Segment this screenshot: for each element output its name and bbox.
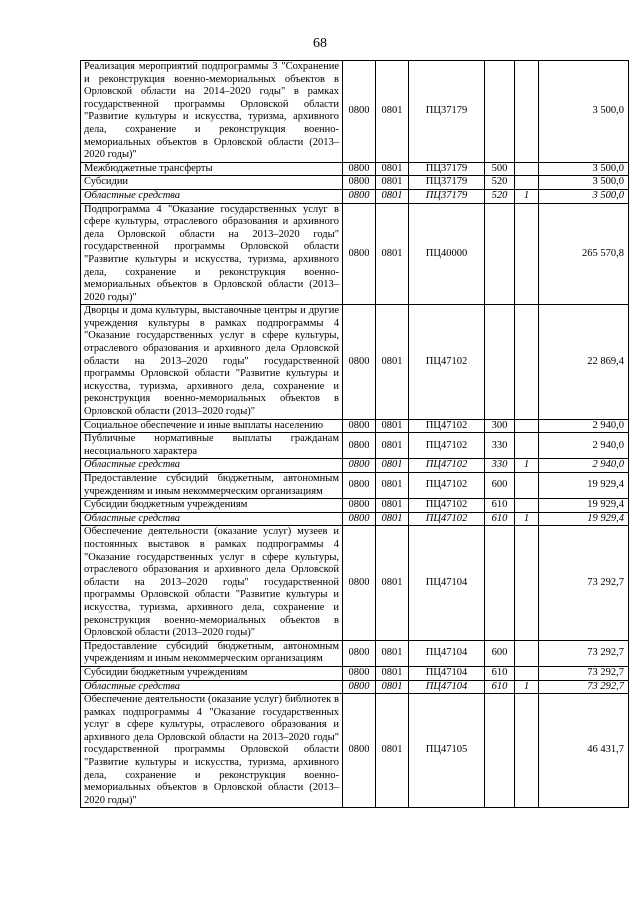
row-description: Субсидии бюджетным учреждениям [81,499,343,513]
table-row [81,419,629,433]
expense-type-code [485,203,515,305]
target-article-code: ПЦ47102 [409,419,485,433]
table-row [81,176,629,190]
amount: 2 940,0 [539,433,629,459]
target-article-code: ПЦ37179 [409,189,485,203]
subsection-code: 0801 [376,640,409,666]
subsection-code: 0801 [376,203,409,305]
expense-type-code: 330 [485,459,515,473]
expense-type-code: 330 [485,433,515,459]
table-row [81,473,629,499]
target-article-code: ПЦ37179 [409,176,485,190]
amount: 3 500,0 [539,176,629,190]
section-code: 0800 [343,666,376,680]
funding-source-code [515,433,539,459]
funding-source-code: 1 [515,189,539,203]
budget-table [80,60,629,808]
funding-source-code [515,203,539,305]
amount: 22 869,4 [539,305,629,419]
amount: 73 292,7 [539,640,629,666]
expense-type-code: 610 [485,512,515,526]
subsection-code: 0801 [376,176,409,190]
budget-table-body [81,61,629,808]
amount: 19 929,4 [539,473,629,499]
table-row [81,640,629,666]
amount: 2 940,0 [539,419,629,433]
expense-type-code: 610 [485,499,515,513]
row-description: Обеспечение деятельности (оказание услуг) библиотек в рамках подпрограммы 4 "Оказание государственных услуг в сфере культуры, отраслевого образования и архивного дела Орловской области на 2013–2020 годы" государственной программы Орловской области "Развитие культуры и искусства, туризма, архивного дела, сохранение и реконструкция военно-мемориальных объектов в Орловской области (2013–2020 годы)" [81,694,343,808]
subsection-code: 0801 [376,189,409,203]
target-article-code: ПЦ47105 [409,694,485,808]
target-article-code: ПЦ47104 [409,526,485,640]
subsection-code: 0801 [376,666,409,680]
page-number: 68 [313,36,327,51]
funding-source-code: 1 [515,680,539,694]
expense-type-code: 600 [485,640,515,666]
section-code: 0800 [343,305,376,419]
funding-source-code [515,499,539,513]
target-article-code: ПЦ47104 [409,666,485,680]
row-description: Субсидии [81,176,343,190]
target-article-code: ПЦ47102 [409,433,485,459]
section-code: 0800 [343,694,376,808]
expense-type-code: 610 [485,666,515,680]
section-code: 0800 [343,176,376,190]
amount: 73 292,7 [539,666,629,680]
funding-source-code [515,640,539,666]
target-article-code: ПЦ47102 [409,459,485,473]
funding-source-code [515,666,539,680]
table-row [81,526,629,640]
section-code: 0800 [343,640,376,666]
amount: 3 500,0 [539,61,629,163]
row-description: Областные средства [81,459,343,473]
subsection-code: 0801 [376,526,409,640]
row-description: Социальное обеспечение и иные выплаты населению [81,419,343,433]
expense-type-code [485,305,515,419]
target-article-code: ПЦ47104 [409,640,485,666]
section-code: 0800 [343,526,376,640]
funding-source-code [515,694,539,808]
row-description: Субсидии бюджетным учреждениям [81,666,343,680]
expense-type-code: 300 [485,419,515,433]
funding-source-code [515,162,539,176]
subsection-code: 0801 [376,694,409,808]
section-code: 0800 [343,459,376,473]
table-row [81,203,629,305]
subsection-code: 0801 [376,459,409,473]
row-description: Областные средства [81,189,343,203]
target-article-code: ПЦ40000 [409,203,485,305]
row-description: Предоставление субсидий бюджетным, автономным учреждениям и иным некоммерческим организациям [81,473,343,499]
target-article-code: ПЦ47102 [409,305,485,419]
expense-type-code [485,61,515,163]
expense-type-code: 500 [485,162,515,176]
table-row [81,189,629,203]
subsection-code: 0801 [376,512,409,526]
expense-type-code: 610 [485,680,515,694]
subsection-code: 0801 [376,433,409,459]
row-description: Областные средства [81,680,343,694]
subsection-code: 0801 [376,162,409,176]
row-description: Предоставление субсидий бюджетным, автономным учреждениям и иным некоммерческим организациям [81,640,343,666]
section-code: 0800 [343,189,376,203]
amount: 3 500,0 [539,162,629,176]
section-code: 0800 [343,680,376,694]
expense-type-code [485,526,515,640]
target-article-code: ПЦ47102 [409,512,485,526]
table-row [81,459,629,473]
target-article-code: ПЦ47104 [409,680,485,694]
amount: 265 570,8 [539,203,629,305]
subsection-code: 0801 [376,61,409,163]
funding-source-code [515,305,539,419]
target-article-code: ПЦ47102 [409,499,485,513]
row-description: Дворцы и дома культуры, выставочные центры и другие учреждения культуры в рамках подпрограммы 4 "Оказание государственных услуг в сфере культуры, отраслевого образования и архивного дела Орловской области на 2013–2020 годы" государственной программы Орловской области "Развитие культуры и искусства, туризма, архивного дела, сохранение и реконструкция военно-мемориальных объектов в Орловской области (2013–2020 годы)" [81,305,343,419]
table-row [81,680,629,694]
table-row [81,433,629,459]
table-row [81,666,629,680]
expense-type-code [485,694,515,808]
subsection-code: 0801 [376,473,409,499]
expense-type-code: 600 [485,473,515,499]
section-code: 0800 [343,61,376,163]
row-description: Межбюджетные трансферты [81,162,343,176]
funding-source-code [515,176,539,190]
amount: 19 929,4 [539,499,629,513]
section-code: 0800 [343,203,376,305]
row-description: Обеспечение деятельности (оказание услуг) музеев и постоянных выставок в рамках подпрограммы 4 "Оказание государственных услуг в сфере культуры, отраслевого образования и архивного дела Орловской области на 2013–2020 годы" государственной программы Орловской области "Развитие культуры и искусства, туризма, архивного дела, сохранение и реконструкция военно-мемориальных объектов в Орловской области (2013–2020 годы)" [81,526,343,640]
funding-source-code [515,526,539,640]
target-article-code: ПЦ37179 [409,162,485,176]
table-row [81,305,629,419]
funding-source-code [515,473,539,499]
table-row [81,694,629,808]
amount: 73 292,7 [539,680,629,694]
funding-source-code [515,61,539,163]
table-row [81,499,629,513]
table-row [81,61,629,163]
expense-type-code: 520 [485,176,515,190]
row-description: Областные средства [81,512,343,526]
amount: 46 431,7 [539,694,629,808]
funding-source-code: 1 [515,459,539,473]
table-row [81,512,629,526]
section-code: 0800 [343,162,376,176]
section-code: 0800 [343,512,376,526]
section-code: 0800 [343,433,376,459]
section-code: 0800 [343,473,376,499]
subsection-code: 0801 [376,499,409,513]
section-code: 0800 [343,419,376,433]
row-description: Подпрограмма 4 "Оказание государственных услуг в сфере культуры, отраслевого образования и архивного дела Орловской области на 2013–2020 годы" государственной программы Орловской области "Развитие культуры и искусства, туризма, архивного дела, сохранение и реконструкция военно-мемориальных объектов в Орловской области (2013–2020 годы)" [81,203,343,305]
amount: 19 929,4 [539,512,629,526]
expense-type-code: 520 [485,189,515,203]
target-article-code: ПЦ37179 [409,61,485,163]
amount: 3 500,0 [539,189,629,203]
subsection-code: 0801 [376,680,409,694]
row-description: Публичные нормативные выплаты гражданам несоциального характера [81,433,343,459]
subsection-code: 0801 [376,305,409,419]
row-description: Реализация мероприятий подпрограммы 3 "Сохранение и реконструкция военно-мемориальных объектов в Орловской области на 2014–2020 годы" в рамках государственной программы Орловской области "Развитие культуры и искусства, туризма, архивного дела, сохранение и реконструкция военно-мемориальных объектов в Орловской области (2013–2020 годы)" [81,61,343,163]
subsection-code: 0801 [376,419,409,433]
funding-source-code [515,419,539,433]
target-article-code: ПЦ47102 [409,473,485,499]
amount: 73 292,7 [539,526,629,640]
funding-source-code: 1 [515,512,539,526]
section-code: 0800 [343,499,376,513]
table-row [81,162,629,176]
amount: 2 940,0 [539,459,629,473]
